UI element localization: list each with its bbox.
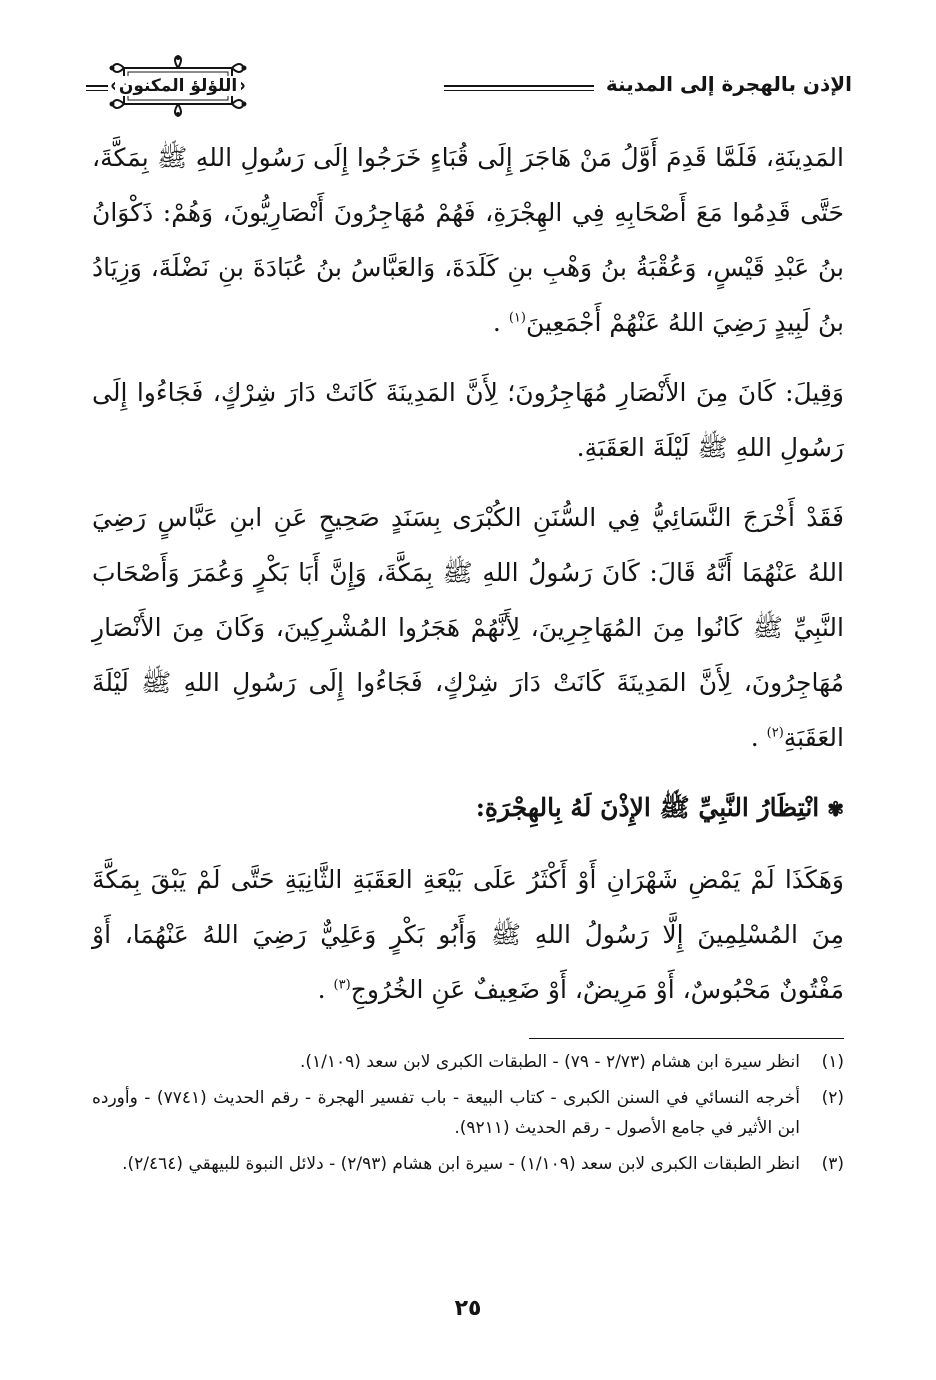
running-header <box>86 54 852 124</box>
footnote-number: (٢) <box>821 1088 844 1108</box>
section-heading-text: انْتِظَارُ النَّبِيِّ ﷺ الإِذْنَ لَهُ بِالهِجْرَةِ: <box>475 793 820 822</box>
footnote-text: انظر سيرة ابن هشام (٢/٧٣ - ٧٩) - الطبقات الكبرى لابن سعد (١/١٠٩). <box>299 1052 800 1072</box>
book-title-frame <box>108 54 248 118</box>
end-punctuation: . <box>317 975 334 1004</box>
book-title: اللؤلؤ المكنون <box>115 76 241 96</box>
end-punctuation: . <box>750 723 767 752</box>
footnote <box>92 1149 844 1179</box>
header-rule <box>444 85 594 91</box>
paragraph-text: المَدِينَةِ، فَلَمَّا قَدِمَ أَوَّلُ مَنْ هَاجَرَ إِلَى قُبَاءٍ خَرَجُوا إِلَى رَسُولِ اللهِ ﷺ بِمَكَّةَ، حَتَّى قَدِمُوا مَعَ أَصْحَابِهِ فِي الهِجْرَةِ، فَهُمْ مُهَاجِرُونَ أَنْصَارِيُّونَ، وَهُمْ: ذَكْوَانُ بنُ عَبْدِ قَيْسٍ، وَعُقْبَةُ بنُ وَهْبِ بنِ كَلَدَةَ، وَالعَبَّاسُ بنُ عُبَادَةَ بنِ نَضْلَةَ، وَزِيَادُ بنُ لَبِيدٍ رَضِيَ اللهُ عَنْهُمْ أَجْمَعِينَ <box>92 143 844 337</box>
section-heading <box>92 780 844 837</box>
header-rule-short <box>86 85 108 91</box>
footnote <box>92 1083 844 1143</box>
flower-ornament-icon: ✾ <box>827 797 844 821</box>
footnote-text: أخرجه النسائي في السنن الكبرى - كتاب البيعة - باب تفسير الهجرة - رقم الحديث (٧٧٤١) - وأورده ابن الأثير في جامع الأصول - رقم الحديث (٩٢١١). <box>92 1088 801 1138</box>
paragraph <box>92 852 844 1017</box>
end-punctuation: . <box>492 308 509 337</box>
paragraph-text: وَهَكَذَا لَمْ يَمْضِ شَهْرَانِ أَوْ أَكْثَرُ عَلَى بَيْعَةِ العَقَبَةِ الثَّانِيَةِ حَتَّى لَمْ يَبْقَ بِمَكَّةَ مِنَ المُسْلِمِينَ إِلَّا رَسُولُ اللهِ ﷺ وَأَبُو بَكْرٍ وَعَلِيٌّ رَضِيَ اللهُ عَنْهُمَا، أَوْ مَفْتُونٌ مَحْبُوسٌ، أَوْ مَرِيضٌ، أَوْ ضَعِيفٌ عَنِ الخُرُوجِ <box>92 865 844 1004</box>
footnote-marker: (٣) <box>333 977 351 993</box>
paragraph <box>92 490 844 765</box>
footnote-marker: (٢) <box>766 725 784 741</box>
footnote-number: (١) <box>821 1052 844 1072</box>
footnote-text: انظر الطبقات الكبرى لابن سعد (١/١٠٩) - سيرة ابن هشام (٢/٩٣) - دلائل النبوة للبيهقي (٢/٤٦٤). <box>122 1154 800 1174</box>
footnotes <box>92 1047 844 1185</box>
chapter-title: الإذن بالهجرة إلى المدينة <box>605 72 852 96</box>
footnote-number: (٣) <box>821 1154 844 1174</box>
paragraph-text: وَقِيلَ: كَانَ مِنَ الأَنْصَارِ مُهَاجِرُونَ؛ لِأَنَّ المَدِينَةَ كَانَتْ دَارَ شِرْكٍ، فَجَاءُوا إِلَى رَسُولِ اللهِ ﷺ لَيْلَةَ العَقَبَةِ. <box>92 378 844 462</box>
footnote <box>92 1047 844 1077</box>
main-text <box>92 130 844 1017</box>
paragraph-text: فَقَدْ أَخْرَجَ النَّسَائِيُّ فِي السُّنَنِ الكُبْرَى بِسَنَدٍ صَحِيحٍ عَنِ ابنِ عَبَّاسٍ رَضِيَ اللهُ عَنْهُمَا أَنَّهُ قَالَ: كَانَ رَسُولُ اللهِ ﷺ بِمَكَّةَ، وَإِنَّ أَبَا بَكْرٍ وَعُمَرَ وَأَصْحَابَ النَّبِيِّ ﷺ كَانُوا مِنَ المُهَاجِرِينَ، لِأَنَّهُمْ هَجَرُوا المُشْرِكِينَ، وَكَانَ مِنَ الأَنْصَارِ مُهَاجِرُونَ، لِأَنَّ المَدِينَةَ كَانَتْ دَارَ شِرْكٍ، فَجَاءُوا إِلَى رَسُولِ اللهِ ﷺ لَيْلَةَ العَقَبَةِ <box>92 503 844 752</box>
footnote-separator <box>529 1038 844 1039</box>
paragraph <box>92 365 844 475</box>
page-number: ٢٥ <box>454 1296 482 1321</box>
paragraph <box>92 130 844 350</box>
footnote-marker: (١) <box>508 310 526 326</box>
